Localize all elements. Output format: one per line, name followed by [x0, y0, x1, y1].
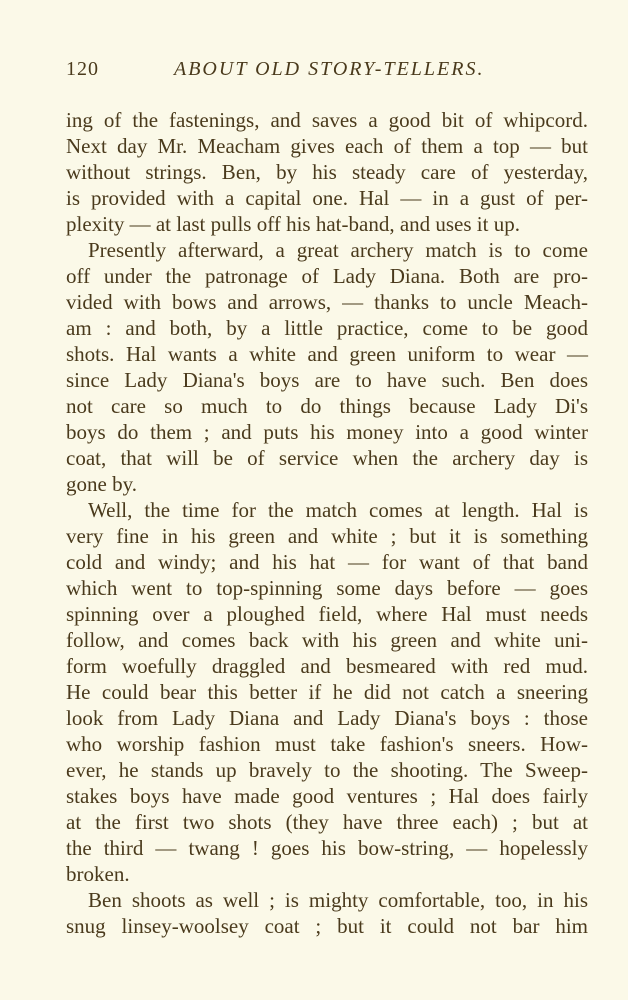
text-line: the third — twang ! goes his bow-string, — hopelessly — [66, 836, 588, 860]
text-line: Presently afterward, a great archery match is to come — [88, 238, 588, 262]
text-line: cold and windy; and his hat — for want of that band — [66, 550, 588, 574]
text-line: not care so much to do things because Lady Di's — [66, 394, 588, 418]
text-line: Next day Mr. Meacham gives each of them a top — but — [66, 134, 588, 158]
text-line: gone by. — [66, 472, 137, 496]
text-line: very fine in his green and white ; but it is something — [66, 524, 588, 548]
text-line: at the first two shots (they have three each) ; but at — [66, 810, 588, 834]
page-number: 120 — [66, 58, 99, 80]
running-head: ABOUT OLD STORY-TELLERS. — [174, 58, 485, 80]
text-line: He could bear this better if he did not catch a sneering — [66, 680, 588, 704]
text-line: since Lady Diana's boys are to have such. Ben does — [66, 368, 588, 392]
text-line: who worship fashion must take fashion's sneers. How- — [66, 732, 588, 756]
text-line: without strings. Ben, by his steady care of yesterday, — [66, 160, 588, 184]
text-line: look from Lady Diana and Lady Diana's boys : those — [66, 706, 588, 730]
text-line: vided with bows and arrows, — thanks to uncle Meach- — [66, 290, 588, 314]
text-line: which went to top-spinning some days before — goes — [66, 576, 588, 600]
text-line: off under the patronage of Lady Diana. Both are pro- — [66, 264, 588, 288]
text-line: spinning over a ploughed field, where Hal must needs — [66, 602, 588, 626]
text-line: coat, that will be of service when the archery day is — [66, 446, 588, 470]
text-line: snug linsey-woolsey coat ; but it could not bar him — [66, 914, 588, 938]
text-line: plexity — at last pulls off his hat-band, and uses it up. — [66, 212, 520, 236]
text-line: shots. Hal wants a white and green uniform to wear — — [66, 342, 588, 366]
text-line: am : and both, by a little practice, come to be good — [66, 316, 588, 340]
body-text — [66, 107, 588, 939]
text-line: stakes boys have made good ventures ; Hal does fairly — [66, 784, 588, 808]
text-line: follow, and comes back with his green and white uni- — [66, 628, 588, 652]
text-line: Ben shoots as well ; is mighty comfortable, too, in his — [88, 888, 588, 912]
text-line: boys do them ; and puts his money into a good winter — [66, 420, 588, 444]
text-line: broken. — [66, 862, 130, 886]
text-line: ever, he stands up bravely to the shooting. The Sweep- — [66, 758, 588, 782]
text-line: ing of the fastenings, and saves a good bit of whipcord. — [66, 108, 588, 132]
page-header — [66, 58, 588, 86]
text-line: is provided with a capital one. Hal — in a gust of per- — [66, 186, 588, 210]
text-line: form woefully draggled and besmeared with red mud. — [66, 654, 588, 678]
text-line: Well, the time for the match comes at length. Hal is — [88, 498, 588, 522]
